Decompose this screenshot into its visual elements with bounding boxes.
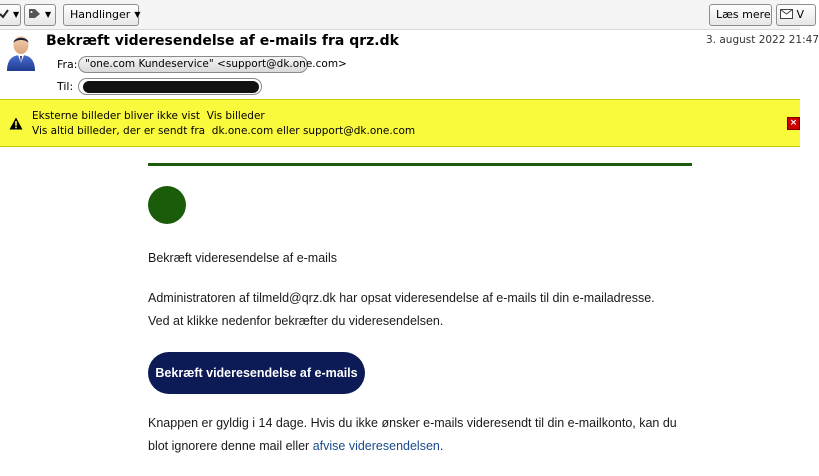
notice-line-1 [32, 110, 265, 122]
show-images-link[interactable]: Vis billeder [206, 110, 265, 122]
external-images-notice [0, 99, 800, 147]
actions-dropdown[interactable] [63, 4, 139, 26]
recipient-address-pill[interactable] [78, 78, 262, 95]
always-show-text: Vis altid billeder, der er sendt fra [32, 125, 206, 137]
reject-forwarding-link[interactable]: afvise videresendelsen [312, 439, 440, 453]
reply-label: V [796, 8, 805, 21]
chevron-down-icon: ▼ [45, 10, 52, 19]
confirm-forwarding-button[interactable]: Bekræft videresendelse af e-mails [148, 352, 365, 394]
tag-icon [28, 8, 41, 19]
body-validity-paragraph [148, 412, 678, 458]
from-label: Fra: [57, 58, 78, 71]
person-icon [5, 33, 37, 71]
read-more-button[interactable] [709, 4, 772, 26]
header-rule [148, 163, 692, 166]
external-images-text: Eksterne billeder bliver ikke vist [32, 110, 201, 122]
actions-label: Handlinger [70, 8, 131, 21]
validity-end: . [439, 439, 444, 453]
close-notice-button[interactable]: × [787, 117, 800, 130]
warning-icon [9, 117, 23, 130]
mark-button[interactable] [0, 4, 21, 26]
to-label: Til: [57, 80, 74, 93]
envelope-icon [780, 9, 793, 19]
or-text: eller [276, 125, 300, 137]
notice-line-2 [32, 125, 415, 137]
tag-button[interactable] [24, 4, 56, 26]
validity-text: Knappen er gyldig i 14 dage. Hvis du ikke ønsker e-mails videresendt til din e-mailkonto, kan du blot ignorere denne mail eller [148, 416, 677, 453]
redaction-bar [83, 81, 259, 93]
reply-button[interactable] [776, 4, 816, 26]
message-toolbar [0, 0, 805, 30]
email-date: 3. august 2022 21:47 [706, 34, 819, 46]
always-show-domain-link[interactable]: dk.one.com [211, 125, 274, 137]
always-show-email-link[interactable]: support@dk.one.com [302, 125, 416, 137]
brand-logo [148, 186, 186, 224]
body-heading: Bekræft videresendelse af e-mails [148, 251, 337, 265]
email-subject: Bekræft videresendelse af e-mails fra qrz.dk [46, 33, 399, 49]
read-more-label: Læs mere [716, 8, 771, 21]
checkmark-icon [0, 9, 9, 19]
body-admin-paragraph: Administratoren af tilmeld@qrz.dk har opsat videresendelse af e-mails til din e-mailadresse. Ved at klikke nedenfor bekræfter du videresendelsen. [148, 291, 655, 328]
chevron-down-icon: ▼ [13, 10, 20, 19]
chevron-down-icon: ▼ [134, 10, 141, 19]
sender-address-pill[interactable]: "one.com Kundeservice" <support@dk.one.com> [78, 56, 308, 73]
